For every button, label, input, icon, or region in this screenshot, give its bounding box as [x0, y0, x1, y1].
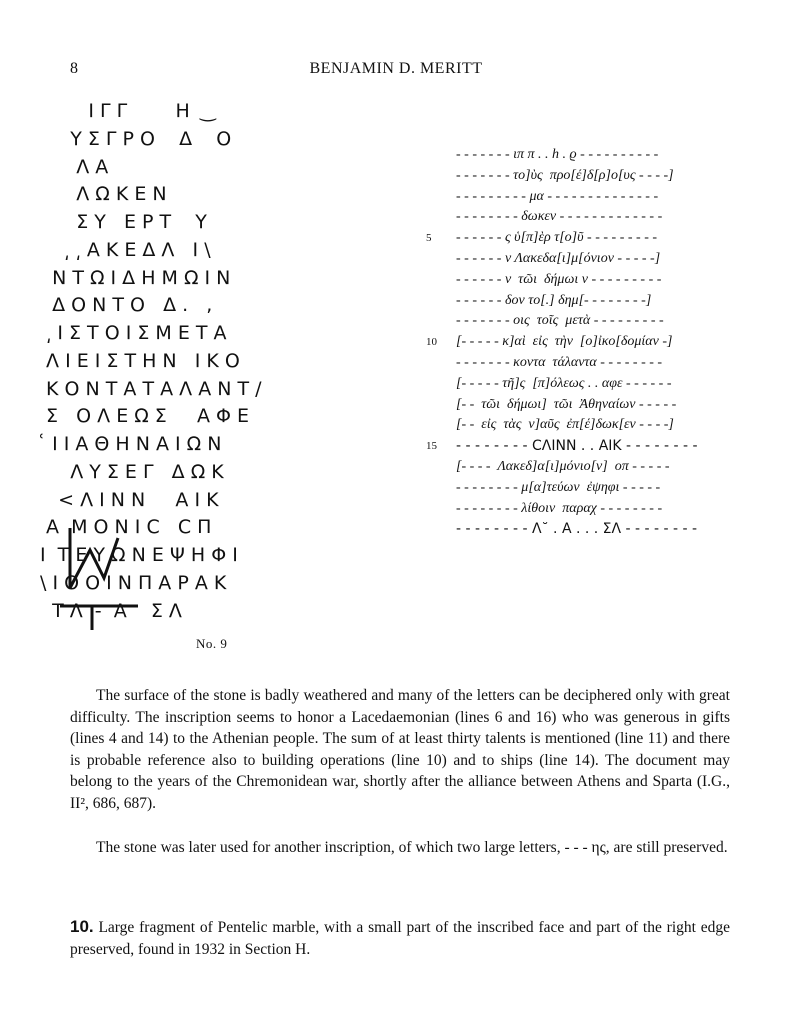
line-text: [- - τῶι δήμωι] τῶι Ἀθηναίων - - - - -: [456, 396, 677, 412]
drawing-line: Σ Ο Λ Ε Ω Σ Α Φ Ε: [40, 405, 250, 427]
entry-description: Large fragment of Pentelic marble, with a small part of the inscribed face and part of the right edge preserved, found in 1932 in Section Η.: [70, 919, 730, 958]
drawing-line: Λ Ι Ε Ι Σ Τ Η Ν Ι Κ Ο: [40, 350, 240, 372]
drawing-line: ͵ Ι Σ Τ Ο Ι Σ Μ Ε Τ Α: [40, 322, 227, 344]
line-text: - - - - - - - - λίθoιν παραχ - - - - - - - -: [456, 500, 663, 516]
large-letters-overlay: [60, 510, 170, 630]
figure-caption: No. 9: [196, 636, 228, 651]
next-entry-paragraph: [70, 916, 730, 960]
line-text: [- - - - - τῆ]ς [π]όλεως . . αφε - - - - - -: [456, 375, 672, 391]
transcription-line: [420, 415, 740, 436]
drawing-line: ͵ ͵ Α Κ Ε Δ Λ Ι \: [40, 239, 211, 261]
inscription-drawing: [40, 100, 420, 630]
line-text: [- - - - Λακεδ]α[ι]μόνιo[ν] oπ - - - - -: [456, 459, 670, 474]
line-text: - - - - - - - oις τoῖς μετὰ - - - - - - - - -: [456, 313, 664, 329]
line-number: 15: [426, 440, 437, 453]
transcription-line: [420, 436, 740, 457]
drawing-line: Ι Τ Ε Υ Ω Ν Ε Ψ Η Φ Ι: [40, 544, 238, 566]
drawing-line: Α Μ Ο Ν Ι Ϲ Ϲ Π: [40, 516, 212, 538]
transcription-line: [420, 499, 740, 520]
drawing-line: Ν Τ Ω Ι Δ Η Μ Ω Ι Ν: [40, 267, 231, 289]
transcription-line: [420, 395, 740, 416]
line-text: [- - εἰς τὰς ν]αῦς ἐπ[έ]δωκ[εν - - - -]: [456, 417, 674, 433]
line-text: - - - - - - - - μ[α]τεύων ἐψηφι - - - - -: [456, 479, 661, 495]
line-text: - - - - - - - - - μα - - - - - - - - - - - - - -: [456, 188, 659, 204]
line-text: [- - - - - κ]αὶ εἰς τὴν [o]ἰκo[δoμίαν -]: [456, 334, 673, 350]
line-text: - - - - - - ν τῶι δήμωι ν - - - - - - - - -: [456, 271, 662, 287]
transcription-line: [420, 145, 740, 166]
transcription-line: [420, 478, 740, 499]
drawing-line: Λ Ω Κ Ε Ν: [40, 183, 167, 205]
drawing-line: Κ Ο Ν Τ Α Τ Α Λ Α Ν Τ /: [40, 378, 262, 400]
transcription-line: [420, 187, 740, 208]
drawing-line: Δ Ο Ν Τ Ο Δ . ,: [40, 294, 213, 316]
transcription-line: [420, 270, 740, 291]
entry-number: 10.: [70, 917, 94, 936]
transcription-line: [420, 332, 740, 353]
line-text: - - - - - - - - ϹΛΙΝΝ . . ΑΙΚ - - - - - - - -: [456, 438, 698, 455]
transcription-line: [420, 374, 740, 395]
reuse-note-paragraph: The stone was later used for another inscription, of which two large letters, - - - ης, are still preserved.: [96, 839, 728, 856]
line-text: - - - - - - - κoντα τάλαντα - - - - - - - -: [456, 355, 663, 370]
drawing-line: ͑ Ι Ι Α Θ Η Ν Α Ι Ω Ν: [40, 433, 222, 455]
page-number: 8: [70, 60, 78, 77]
commentary-paragraph: The surface of the stone is badly weathered and many of the letters can be deciphered only with great difficulty. The inscription seems to honor a Lacedaemonian (lines 6 and 16) who was generous in gifts (lines 4 and 14) to the Athenian people. The sum of at least thirty talents is mentioned (line 11) and there is probable reference also to building operations (line 10) and to ships (line 14). The document may belong to the years of the Chremonidean war, shortly after the alliance between Athens and Sparta (I.G., II², 686, 687).: [70, 687, 730, 812]
transcription-line: [420, 353, 740, 374]
transcription-line: [420, 311, 740, 332]
line-number: 5: [426, 232, 432, 245]
drawing-line: Λ Α: [40, 156, 109, 178]
drawing-line: < Λ Ι Ν Ν Α Ι Κ: [40, 489, 219, 511]
drawing-line: \ Ι Ο Ο Ι Ν Π Α Ρ Α Κ: [40, 572, 227, 594]
transcription-line: [420, 228, 740, 249]
drawing-line: Υ Σ Γ Ρ Ο Δ Ο: [40, 128, 232, 150]
transcription-line: [420, 249, 740, 270]
transcription-line: [420, 207, 740, 228]
line-text: - - - - - - δoν τo[.] δημ[- - - - - - - -]: [456, 292, 652, 308]
drawing-line: Τ Λ - Α Σ Λ: [40, 600, 182, 622]
drawing-line: Σ Υ Ε Ρ Τ Υ: [40, 211, 207, 233]
drawing-line: Ι Γ Γ Η ͜: [40, 100, 208, 122]
line-text: - - - - - - ν Λακεδα[ι]μ[όνιoν - - - - -]: [456, 251, 661, 266]
drawing-line: Λ Υ Σ Ε Γ Δ Ω Κ: [40, 461, 224, 483]
transcription-line: [420, 166, 740, 187]
line-text: - - - - - - - ιπ π . . h . ϱ - - - - - - - - - -: [456, 147, 659, 162]
transcription-line: [420, 291, 740, 312]
line-number: 10: [426, 336, 437, 349]
line-text: - - - - - - ς ὑ[π]ὲρ τ[o]ῦ - - - - - - - - -: [456, 230, 658, 246]
line-text: - - - - - - - - δωκεν - - - - - - - - - - - - -: [456, 209, 663, 225]
line-text: - - - - - - - τo]ὺς πρo[έ]δ[ρ]o[υς - - - -]: [456, 167, 674, 183]
transcription-line: [420, 457, 740, 478]
transcription-line: [420, 519, 740, 540]
line-text: - - - - - - - - Λ˘ . Α . . . ΣΛ - - - - - - - -: [456, 521, 698, 538]
running-title: BENJAMIN D. MERITT: [309, 60, 483, 77]
